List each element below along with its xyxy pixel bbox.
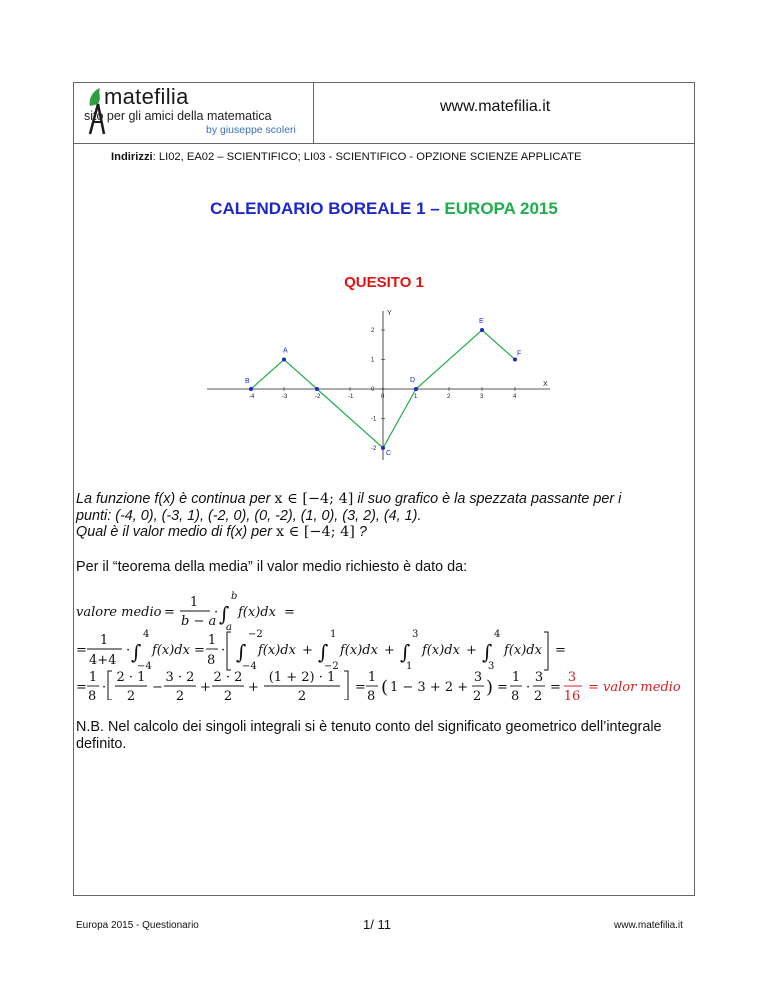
svg-text:2: 2 xyxy=(473,689,482,700)
svg-text:4: 4 xyxy=(494,629,501,640)
svg-text:2: 2 xyxy=(534,689,543,700)
svg-text:=: = xyxy=(164,605,175,620)
svg-text:b − a: b − a xyxy=(181,614,217,629)
svg-text:1: 1 xyxy=(406,661,413,672)
graph-point xyxy=(315,387,319,391)
svg-text:+: + xyxy=(248,680,259,695)
svg-text:3 · 2: 3 · 2 xyxy=(165,670,195,685)
svg-text:a: a xyxy=(226,622,232,633)
svg-text:16: 16 xyxy=(563,689,581,700)
problem-line-1a: La funzione f(x) è continua per xyxy=(76,491,275,507)
svg-text:−4: −4 xyxy=(137,661,152,672)
svg-text:∫: ∫ xyxy=(318,640,329,664)
svg-text:+: + xyxy=(466,643,477,658)
x-axis-label: X xyxy=(543,381,548,388)
svg-text:2 · 1: 2 · 1 xyxy=(116,670,146,685)
svg-text:=: = xyxy=(497,680,508,695)
point-label: C xyxy=(386,450,392,457)
svg-text:3: 3 xyxy=(412,629,419,640)
page-title xyxy=(0,199,768,219)
x-tick-label: 0 xyxy=(381,394,385,400)
x-tick-label: 3 xyxy=(480,394,484,400)
svg-text:b: b xyxy=(231,591,238,602)
problem-line-3 xyxy=(76,524,686,541)
quesito-heading: QUESITO 1 xyxy=(344,274,424,291)
problem-interval-1: x ∈ [−4; 4] xyxy=(274,491,354,507)
svg-text:=: = xyxy=(355,680,366,695)
svg-text:3: 3 xyxy=(488,661,495,672)
indirizzi-text: : LI02, EA02 – SCIENTIFICO; LI03 - SCIENTIFICO - OPZIONE SCIENZE APPLICATE xyxy=(152,151,582,163)
intro-text: Per il “teorema della media” il valor medio richiesto è dato da: xyxy=(76,559,468,575)
svg-text:8: 8 xyxy=(88,689,97,700)
svg-text:−: − xyxy=(152,680,163,695)
svg-text:∫: ∫ xyxy=(131,640,142,664)
svg-text:(1 + 2) · 1: (1 + 2) · 1 xyxy=(268,670,336,685)
result-value xyxy=(564,670,681,700)
svg-text:−2: −2 xyxy=(248,629,263,640)
svg-text:=: = xyxy=(194,643,205,658)
svg-text:8: 8 xyxy=(511,689,520,700)
svg-text:∫: ∫ xyxy=(482,640,493,664)
svg-text:f(x)dx: f(x)dx xyxy=(152,643,190,658)
svg-text:8: 8 xyxy=(207,653,216,668)
svg-text:3: 3 xyxy=(567,670,577,685)
graph-point xyxy=(381,446,385,450)
svg-text:1: 1 xyxy=(207,633,217,648)
x-tick-label: 1 xyxy=(414,394,418,400)
problem-line-1c: il suo grafico è la spezzata passante per i xyxy=(353,491,622,507)
title-part1: CALENDARIO BOREALE 1 – xyxy=(210,199,445,218)
svg-text:3: 3 xyxy=(473,670,483,685)
svg-text:∫: ∫ xyxy=(400,640,411,664)
header-divider xyxy=(313,82,314,144)
problem-statement xyxy=(76,491,686,541)
x-tick-label: 4 xyxy=(513,394,517,400)
svg-text:4: 4 xyxy=(143,629,150,640)
x-tick-label: -1 xyxy=(348,394,354,400)
svg-text:f(x)dx: f(x)dx xyxy=(504,643,542,658)
indirizzi-line xyxy=(111,151,581,163)
logo-subtitle: sito per gli amici della matematica xyxy=(84,109,272,123)
site-url[interactable]: www.matefilia.it xyxy=(440,98,551,115)
svg-text:8: 8 xyxy=(367,689,376,700)
problem-line-2: punti: (-4, 0), (-3, 1), (-2, 0), (0, -2), (1, 0), (3, 2), (4, 1). xyxy=(76,507,422,524)
svg-text:1: 1 xyxy=(99,633,109,648)
svg-text:2 · 2: 2 · 2 xyxy=(213,670,243,685)
problem-interval-2: x ∈ [−4; 4] xyxy=(275,524,355,540)
svg-text:+: + xyxy=(302,643,313,658)
y-tick-label: -1 xyxy=(371,416,377,423)
svg-text:∫: ∫ xyxy=(236,640,247,664)
svg-text:=: = xyxy=(284,605,295,620)
indirizzi-label: Indirizzi xyxy=(111,151,153,163)
graph-point xyxy=(513,358,517,362)
svg-text:): ) xyxy=(486,677,494,698)
svg-text:·: · xyxy=(221,643,226,658)
footer-right[interactable]: www.matefilia.it xyxy=(614,920,683,931)
svg-text:∫: ∫ xyxy=(219,602,230,626)
svg-text:+: + xyxy=(384,643,395,658)
x-tick-label: -2 xyxy=(315,394,321,400)
svg-text:=: = xyxy=(76,643,87,658)
problem-line-1 xyxy=(76,491,686,508)
point-label: D xyxy=(410,377,416,384)
mean-value-formulas xyxy=(76,588,696,700)
graph-point xyxy=(282,358,286,362)
x-tick-label: 2 xyxy=(447,394,451,400)
svg-text:1 − 3 + 2 +: 1 − 3 + 2 + xyxy=(390,680,469,695)
svg-text:(: ( xyxy=(381,677,389,698)
x-tick-label: -4 xyxy=(249,394,255,400)
svg-text:3: 3 xyxy=(534,670,544,685)
svg-text:−2: −2 xyxy=(324,661,339,672)
svg-text:1: 1 xyxy=(367,670,377,685)
svg-text:f(x)dx: f(x)dx xyxy=(422,643,460,658)
svg-text:·: · xyxy=(526,680,531,695)
title-part2: EUROPA 2015 xyxy=(444,199,558,218)
y-tick-label: -2 xyxy=(371,446,377,452)
x-tick-label: -3 xyxy=(282,394,288,400)
point-label: A xyxy=(283,347,288,355)
svg-text:−4: −4 xyxy=(242,661,257,672)
svg-text:1: 1 xyxy=(88,670,98,685)
point-label: B xyxy=(245,378,250,385)
svg-text:1: 1 xyxy=(330,629,337,640)
y-tick-label: 2 xyxy=(371,328,375,334)
svg-text:2: 2 xyxy=(175,689,185,700)
svg-text:4+4: 4+4 xyxy=(89,653,117,668)
problem-line-3c: ? xyxy=(354,524,367,540)
svg-text:=: = xyxy=(550,680,561,695)
svg-text:2: 2 xyxy=(223,689,233,700)
graph-point xyxy=(249,387,253,391)
svg-text:·: · xyxy=(214,605,219,620)
point-label: F xyxy=(517,350,522,358)
svg-text:f(x)dx: f(x)dx xyxy=(258,643,296,658)
point-label: E xyxy=(479,318,484,325)
svg-text:=: = xyxy=(76,680,87,695)
svg-text:=: = xyxy=(588,680,599,695)
svg-text:·: · xyxy=(126,643,131,658)
svg-text:1: 1 xyxy=(189,595,199,610)
logo-author: by giuseppe scoleri xyxy=(206,124,296,136)
svg-text:+: + xyxy=(200,680,211,695)
logo-name: matefilia xyxy=(104,84,189,109)
svg-text:f(x)dx: f(x)dx xyxy=(238,605,276,620)
y-axis-label: Y xyxy=(387,310,392,317)
svg-text:=: = xyxy=(555,643,566,658)
y-tick-label: 0 xyxy=(371,387,375,393)
svg-text:2: 2 xyxy=(126,689,136,700)
footer-left: Europa 2015 - Questionario xyxy=(76,920,199,931)
y-tick-label: 1 xyxy=(371,357,375,364)
graph-point xyxy=(480,328,484,332)
problem-line-3a: Qual è il valor medio di f(x) per xyxy=(76,524,276,540)
svg-text:2: 2 xyxy=(297,689,307,700)
svg-text:f(x)dx: f(x)dx xyxy=(340,643,378,658)
function-graph xyxy=(205,305,560,465)
valore-medio-label: valore medio xyxy=(76,605,162,620)
page-number: 1/ 11 xyxy=(363,917,391,932)
svg-text:1: 1 xyxy=(511,670,521,685)
nb-note: N.B. Nel calcolo dei singoli integrali si è tenuto conto del significato geometrico dell’integrale definito. xyxy=(76,719,662,752)
svg-text:·: · xyxy=(102,680,107,695)
graph-point xyxy=(414,387,418,391)
valor-medio-label: valor medio xyxy=(603,680,681,695)
